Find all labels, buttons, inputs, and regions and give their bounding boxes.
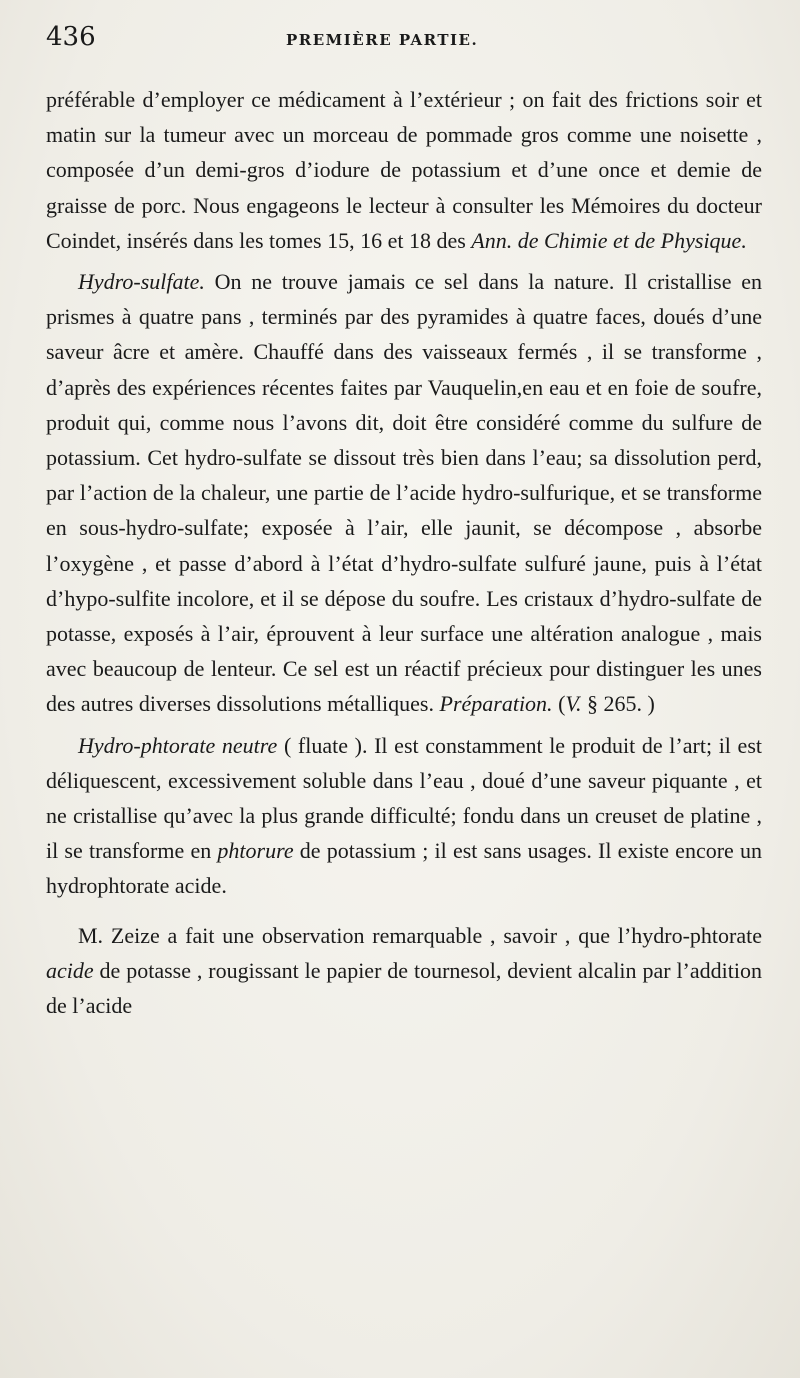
text-segment: de potassium ; il est sans usages. Il existe encore un hydrophtorate acide. (46, 838, 762, 899)
text-segment: ( (552, 691, 566, 717)
italic-segment: Préparation. (439, 691, 553, 717)
text-segment: préférable d’employer ce médicament à l’extérieur ; on fait des frictions soir et matin sur la tumeur avec un morceau de pommade gros comme une noisette , composée d’un demi-gros d’iodure de potassium et d’une once et demie de graisse de porc. Nous engageons le lecteur à consulter les Mémoires du docteur Coindet, insérés dans les tomes 15, 16 et 18 des (46, 87, 762, 253)
running-title: PREMIÈRE PARTIE. (286, 31, 479, 49)
italic-segment: Hydro-sulfate. (78, 269, 205, 295)
page-number: 436 (46, 22, 96, 52)
text-segment: On ne trouve jamais ce sel dans la nature. Il cristallise en prismes à quatre pans , terminés par des pyramides à quatre faces, doués d’une saveur âcre et amère. Chauffé dans des vaisseaux fermés , il se transforme , d’après des expériences récentes faites par Vauquelin,en eau et en foie de soufre, produit qui, comme nous l’avons dit, doit être considéré comme du sulfure de potassium. Cet hydro-sulfate se dissout très bien dans l’eau; sa dissolution perd, par l’action de la chaleur, une partie de l’acide hydro-sulfurique, et se transforme en sous-hydro-sulfate; exposée à l’air, elle jaunit, se décompose , absorbe l’oxygène , et passe d’abord à l’état d’hydro-sulfate sulfuré jaune, puis à l’état d’hypo-sulfite incolore, et il se dépose du soufre. Les cristaux d’hydro-sulfate de potasse, exposés à l’air, éprouvent à leur surface une altération analogue , mais avec beaucoup de lenteur. Ce sel est un réactif précieux pour distinguer les unes des autres diverses dissolutions métalliques. (46, 269, 762, 717)
paragraph-zeize (46, 918, 762, 1024)
paragraph-hydro-sulfate (46, 264, 762, 722)
italic-segment: phtorure (217, 838, 294, 864)
paragraph-iodure (46, 82, 762, 258)
paragraph-hydro-phtorate (46, 728, 762, 904)
text-segment: § 265. ) (581, 691, 655, 717)
text-segment: de potasse , rougissant le papier de tournesol, devient alcalin par l’addition de l’acide (46, 957, 762, 1019)
running-head (46, 22, 762, 68)
italic-segment: Ann. de Chimie et de Physique. (471, 227, 747, 253)
text-segment: ( fluate ). Il est constamment le produit de l’art; il est déliquescent, excessivement soluble dans l’eau , doué d’une saveur piquante , et ne cristallise qu’avec la plus grande difficulté; fondu dans un creuset de platine , il se transforme en (46, 732, 762, 864)
italic-segment: Hydro-phtorate neutre (78, 732, 278, 758)
text-segment: M. Zeize a fait une observation remarquable , savoir , que l’hydro-phtorate (78, 922, 762, 948)
italic-segment: acide (46, 957, 94, 983)
italic-segment: V. (565, 691, 582, 717)
